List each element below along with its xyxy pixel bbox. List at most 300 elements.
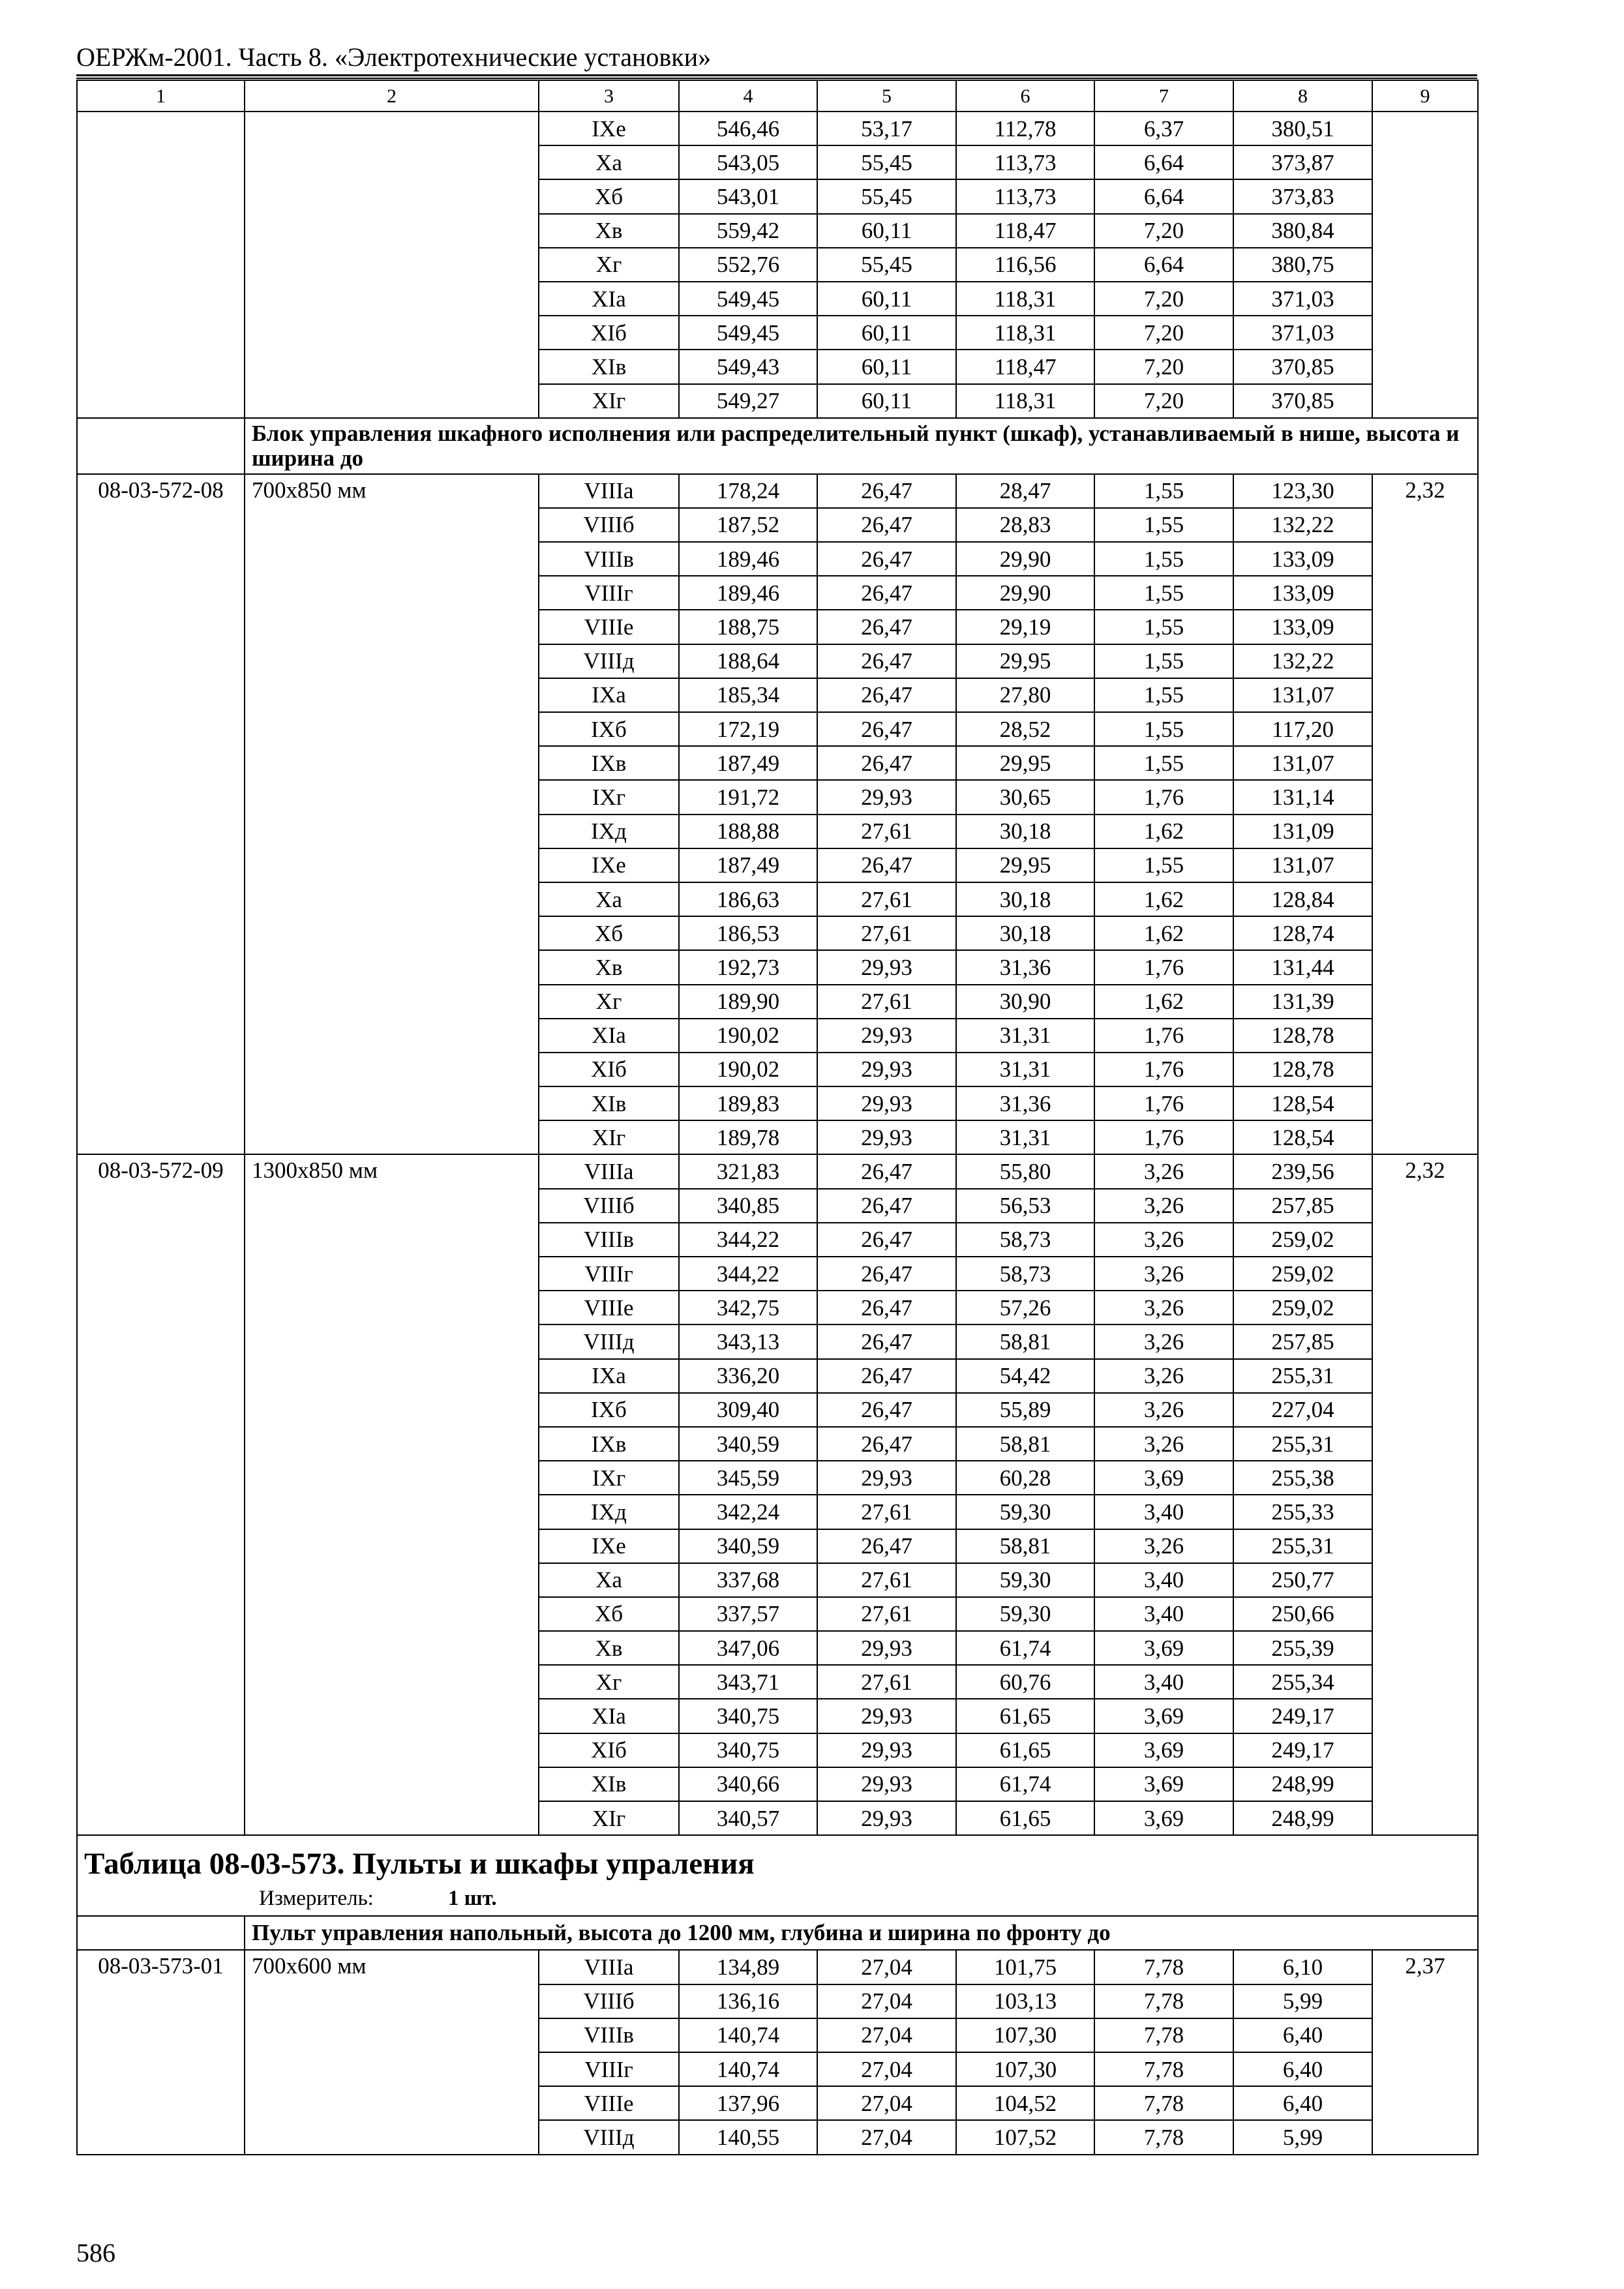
table-cell: 30,65 [956, 780, 1094, 814]
table-cell: 137,96 [679, 2086, 817, 2120]
table-cell: XIг [539, 384, 679, 418]
table-cell: 117,20 [1233, 712, 1372, 746]
table-cell: 3,26 [1094, 1223, 1233, 1257]
table-cell: 26,47 [817, 1393, 956, 1427]
table-cell: IXе [539, 848, 679, 882]
table-cell: 29,93 [817, 1733, 956, 1767]
table-cell: 7,78 [1094, 1950, 1233, 1984]
table-cell: 128,54 [1233, 1086, 1372, 1120]
table-cell: 59,30 [956, 1597, 1094, 1631]
table-cell: VIIIг [539, 1257, 679, 1291]
table-cell: 1,55 [1094, 610, 1233, 644]
table-cell: 255,31 [1233, 1359, 1372, 1393]
column-number: 8 [1233, 80, 1372, 112]
table-cell: 26,47 [817, 576, 956, 610]
table-cell: 131,07 [1233, 678, 1372, 712]
table-cell: 186,63 [679, 882, 817, 916]
coefficient [1372, 112, 1478, 418]
table-cell: 546,46 [679, 112, 817, 145]
table-cell: 3,69 [1094, 1801, 1233, 1835]
table-cell: 187,49 [679, 848, 817, 882]
table-cell: 1,62 [1094, 916, 1233, 950]
table-cell: 255,34 [1233, 1665, 1372, 1699]
table-cell: 543,05 [679, 145, 817, 179]
table-cell: 29,93 [817, 950, 956, 984]
table-row [77, 1950, 1478, 1984]
table-cell: 7,78 [1094, 2086, 1233, 2120]
table-cell: 27,04 [817, 2086, 956, 2120]
table-cell: 3,40 [1094, 1563, 1233, 1597]
table-cell: 336,20 [679, 1359, 817, 1393]
table-cell: 549,45 [679, 316, 817, 350]
table-cell: 27,04 [817, 1950, 956, 1984]
rate-code: 08-03-573-01 [77, 1950, 245, 2154]
table-cell: 55,45 [817, 145, 956, 179]
table-cell: 27,61 [817, 1597, 956, 1631]
table-cell: 27,04 [817, 1984, 956, 2018]
table-cell: 257,85 [1233, 1189, 1372, 1223]
table-cell: 27,61 [817, 882, 956, 916]
table-cell: 29,93 [817, 1086, 956, 1120]
rate-name [245, 112, 539, 418]
table-cell: Xг [539, 248, 679, 282]
table-cell: 26,47 [817, 474, 956, 508]
column-number: 9 [1372, 80, 1478, 112]
table-cell: 26,47 [817, 1324, 956, 1358]
table-cell: 345,59 [679, 1461, 817, 1495]
column-number-row [77, 80, 1478, 112]
table-cell: 26,47 [817, 746, 956, 780]
table-cell: 189,90 [679, 985, 817, 1019]
table-cell: 6,64 [1094, 248, 1233, 282]
table-cell: VIIIе [539, 1291, 679, 1324]
table-cell: 123,30 [1233, 474, 1372, 508]
table-cell: Xв [539, 214, 679, 248]
table-cell: 549,27 [679, 384, 817, 418]
measure-label: Измеритель: [259, 1887, 374, 1911]
table-cell: 347,06 [679, 1631, 817, 1665]
table-cell: 107,52 [956, 2120, 1094, 2154]
rate-name: 1300х850 мм [245, 1154, 539, 1835]
table-cell: 340,85 [679, 1189, 817, 1223]
table-cell: XIв [539, 1086, 679, 1120]
table-cell: 3,26 [1094, 1359, 1233, 1393]
table-cell: 107,30 [956, 2018, 1094, 2052]
table-cell: 103,13 [956, 1984, 1094, 2018]
table-cell: 340,75 [679, 1699, 817, 1733]
table-cell: 61,74 [956, 1631, 1094, 1665]
column-number: 7 [1094, 80, 1233, 112]
rate-code [77, 112, 245, 418]
table-cell: 255,31 [1233, 1427, 1372, 1461]
table-cell: 113,73 [956, 179, 1094, 213]
table-cell: 5,99 [1233, 1984, 1372, 2018]
table-cell: 61,74 [956, 1767, 1094, 1801]
table-cell: 26,47 [817, 508, 956, 542]
header-rule [76, 74, 1477, 76]
table-cell: 340,59 [679, 1529, 817, 1563]
table-cell: IXб [539, 712, 679, 746]
table-cell: Xг [539, 985, 679, 1019]
table-cell: 7,78 [1094, 2052, 1233, 2086]
table-cell: 31,31 [956, 1120, 1094, 1154]
table-cell: VIIIв [539, 2018, 679, 2052]
table-cell: 26,47 [817, 848, 956, 882]
table-cell: 55,45 [817, 248, 956, 282]
table-cell: 559,42 [679, 214, 817, 248]
table-cell: IXа [539, 678, 679, 712]
table-cell: 113,73 [956, 145, 1094, 179]
table-cell: VIIIв [539, 1223, 679, 1257]
table-cell: 380,84 [1233, 214, 1372, 248]
table-cell: 321,83 [679, 1154, 817, 1188]
table-cell: XIа [539, 1019, 679, 1053]
table-cell: 133,09 [1233, 610, 1372, 644]
table-cell: 128,54 [1233, 1120, 1372, 1154]
column-number: 4 [679, 80, 817, 112]
table-cell: 190,02 [679, 1053, 817, 1086]
table-cell: IXд [539, 1495, 679, 1529]
price-table-body [77, 80, 1478, 2155]
rate-name: 700х600 мм [245, 1950, 539, 2154]
table-cell: Xв [539, 950, 679, 984]
table-cell: IXб [539, 1393, 679, 1427]
table-row [77, 1154, 1478, 1188]
table-cell: 131,14 [1233, 780, 1372, 814]
table-cell: XIг [539, 1801, 679, 1835]
table-cell: 189,46 [679, 542, 817, 576]
table-cell: 342,24 [679, 1495, 817, 1529]
table-cell: 31,31 [956, 1019, 1094, 1053]
table-cell: 343,13 [679, 1324, 817, 1358]
table-cell: 60,11 [817, 214, 956, 248]
table-cell: 7,78 [1094, 2120, 1233, 2154]
table-cell: 1,55 [1094, 678, 1233, 712]
table-cell: 31,31 [956, 1053, 1094, 1086]
table-cell: 29,93 [817, 1053, 956, 1086]
table-cell: 30,18 [956, 882, 1094, 916]
table-cell: 30,90 [956, 985, 1094, 1019]
table-cell: VIIIа [539, 474, 679, 508]
rate-code: 08-03-572-08 [77, 474, 245, 1155]
table-title-row [77, 1835, 1478, 1882]
table-cell: 54,42 [956, 1359, 1094, 1393]
table-cell: 255,33 [1233, 1495, 1372, 1529]
table-cell: 30,18 [956, 815, 1094, 848]
table-cell: 27,80 [956, 678, 1094, 712]
table-cell: 344,22 [679, 1223, 817, 1257]
table-cell: XIв [539, 1767, 679, 1801]
table-cell: 1,55 [1094, 474, 1233, 508]
column-number: 2 [245, 80, 539, 112]
table-cell: 549,45 [679, 282, 817, 316]
table-cell: 178,24 [679, 474, 817, 508]
table-cell: XIг [539, 1120, 679, 1154]
column-number: 5 [817, 80, 956, 112]
table-cell: 133,09 [1233, 576, 1372, 610]
table-cell: 131,44 [1233, 950, 1372, 984]
table-cell: 27,61 [817, 815, 956, 848]
table-cell: 255,31 [1233, 1529, 1372, 1563]
coefficient: 2,32 [1372, 474, 1478, 1155]
table-cell: 3,26 [1094, 1291, 1233, 1324]
table-cell: 28,47 [956, 474, 1094, 508]
table-cell: 337,57 [679, 1597, 817, 1631]
table-cell: 380,75 [1233, 248, 1372, 282]
table-cell: 26,47 [817, 1529, 956, 1563]
table-cell: 26,47 [817, 1291, 956, 1324]
table-cell: 29,93 [817, 1801, 956, 1835]
table-cell: 1,55 [1094, 712, 1233, 746]
table-cell: 186,53 [679, 916, 817, 950]
table-cell: 227,04 [1233, 1393, 1372, 1427]
table-cell: 249,17 [1233, 1699, 1372, 1733]
table-cell: 1,62 [1094, 882, 1233, 916]
table-cell: 29,93 [817, 1120, 956, 1154]
table-cell: Xа [539, 882, 679, 916]
table-cell: 549,43 [679, 350, 817, 383]
table-cell: IXд [539, 815, 679, 848]
table-cell: 26,47 [817, 1223, 956, 1257]
table-cell: VIIIе [539, 2086, 679, 2120]
table-cell: VIIIв [539, 542, 679, 576]
table-cell: 55,80 [956, 1154, 1094, 1188]
table-cell: 172,19 [679, 712, 817, 746]
table-cell: 132,22 [1233, 644, 1372, 678]
table-cell: 373,83 [1233, 179, 1372, 213]
table-cell: 1,76 [1094, 1120, 1233, 1154]
measure-cell [77, 1882, 1478, 1916]
table-cell: 3,40 [1094, 1597, 1233, 1631]
table-cell: 27,61 [817, 916, 956, 950]
coefficient: 2,37 [1372, 1950, 1478, 2154]
section-row [77, 1916, 1478, 1950]
page-number: 586 [76, 2238, 115, 2267]
table-cell: 189,46 [679, 576, 817, 610]
table-cell: VIIIа [539, 1154, 679, 1188]
table-cell: 28,52 [956, 712, 1094, 746]
table-cell: 128,74 [1233, 916, 1372, 950]
table-cell: 6,64 [1094, 145, 1233, 179]
price-table [76, 80, 1479, 2155]
table-cell: 29,93 [817, 1019, 956, 1053]
table-cell: 1,55 [1094, 644, 1233, 678]
rate-code: 08-03-572-09 [77, 1154, 245, 1835]
table-cell: 61,65 [956, 1699, 1094, 1733]
table-cell: 140,74 [679, 2018, 817, 2052]
table-cell: 140,55 [679, 2120, 817, 2154]
table-cell: 192,73 [679, 950, 817, 984]
table-cell: 112,78 [956, 112, 1094, 145]
table-cell: 340,59 [679, 1427, 817, 1461]
header-rule-thin [76, 78, 1477, 79]
table-cell: 6,37 [1094, 112, 1233, 145]
table-cell: 29,93 [817, 1631, 956, 1665]
table-cell: 239,56 [1233, 1154, 1372, 1188]
table-cell: 26,47 [817, 678, 956, 712]
table-cell: 1,62 [1094, 815, 1233, 848]
table-cell: 60,11 [817, 384, 956, 418]
coefficient: 2,32 [1372, 1154, 1478, 1835]
table-cell: 1,76 [1094, 1019, 1233, 1053]
table-cell: IXг [539, 780, 679, 814]
table-cell: 1,76 [1094, 780, 1233, 814]
table-cell: 29,93 [817, 1767, 956, 1801]
table-cell: 26,47 [817, 1427, 956, 1461]
measure-row [77, 1882, 1478, 1916]
table-cell: 118,31 [956, 384, 1094, 418]
table-cell: 1,55 [1094, 746, 1233, 780]
table-cell: 3,69 [1094, 1733, 1233, 1767]
table-cell: 3,69 [1094, 1461, 1233, 1495]
table-cell: 3,26 [1094, 1427, 1233, 1461]
table-cell: 26,47 [817, 610, 956, 644]
table-cell: 188,64 [679, 644, 817, 678]
table-cell: 3,69 [1094, 1767, 1233, 1801]
table-cell: 133,09 [1233, 542, 1372, 576]
table-cell: 5,99 [1233, 2120, 1372, 2154]
table-cell: 101,75 [956, 1950, 1094, 1984]
table-cell: 60,76 [956, 1665, 1094, 1699]
table-cell: 60,11 [817, 316, 956, 350]
table-cell: 309,40 [679, 1393, 817, 1427]
table-cell: 250,66 [1233, 1597, 1372, 1631]
section-row [77, 418, 1478, 474]
table-cell: Xб [539, 1597, 679, 1631]
table-cell: 55,45 [817, 179, 956, 213]
table-row [77, 112, 1478, 145]
table-cell: 189,78 [679, 1120, 817, 1154]
table-cell: 53,17 [817, 112, 956, 145]
table-cell: 3,69 [1094, 1699, 1233, 1733]
table-cell: 370,85 [1233, 384, 1372, 418]
table-cell: 118,47 [956, 350, 1094, 383]
table-cell: 188,75 [679, 610, 817, 644]
table-cell: 140,74 [679, 2052, 817, 2086]
table-cell: 6,40 [1233, 2086, 1372, 2120]
table-cell: IXв [539, 746, 679, 780]
table-cell: Xв [539, 1631, 679, 1665]
table-cell: 58,73 [956, 1257, 1094, 1291]
table-row [77, 474, 1478, 508]
table-cell: IXа [539, 1359, 679, 1393]
table-cell: VIIIб [539, 508, 679, 542]
table-cell: 1,76 [1094, 1086, 1233, 1120]
table-cell: 1,76 [1094, 1053, 1233, 1086]
table-cell: 128,84 [1233, 882, 1372, 916]
table-cell: 380,51 [1233, 112, 1372, 145]
table-cell: 248,99 [1233, 1767, 1372, 1801]
table-cell: 58,81 [956, 1427, 1094, 1461]
section-spacer [77, 1916, 245, 1950]
table-cell: 27,61 [817, 985, 956, 1019]
table-cell: 132,22 [1233, 508, 1372, 542]
table-cell: VIIIг [539, 576, 679, 610]
table-cell: 7,78 [1094, 2018, 1233, 2052]
table-cell: 58,73 [956, 1223, 1094, 1257]
table-cell: 371,03 [1233, 282, 1372, 316]
table-cell: 340,66 [679, 1767, 817, 1801]
table-cell: VIIIа [539, 1950, 679, 1984]
table-cell: 29,95 [956, 848, 1094, 882]
table-cell: 27,61 [817, 1665, 956, 1699]
table-cell: VIIIд [539, 644, 679, 678]
table-cell: IXе [539, 1529, 679, 1563]
table-cell: 29,93 [817, 1461, 956, 1495]
table-cell: 104,52 [956, 2086, 1094, 2120]
table-cell: 259,02 [1233, 1257, 1372, 1291]
table-cell: 249,17 [1233, 1733, 1372, 1767]
table-cell: 259,02 [1233, 1291, 1372, 1324]
table-cell: 6,40 [1233, 2018, 1372, 2052]
table-cell: 7,78 [1094, 1984, 1233, 2018]
table-cell: 255,38 [1233, 1461, 1372, 1495]
table-cell: 27,04 [817, 2052, 956, 2086]
table-cell: 26,47 [817, 1359, 956, 1393]
table-cell: 250,77 [1233, 1563, 1372, 1597]
table-cell: 370,85 [1233, 350, 1372, 383]
table-cell: 373,87 [1233, 145, 1372, 179]
table-cell: 58,81 [956, 1529, 1094, 1563]
table-cell: 29,90 [956, 542, 1094, 576]
table-cell: 29,95 [956, 746, 1094, 780]
table-cell: 30,18 [956, 916, 1094, 950]
table-cell: 340,75 [679, 1733, 817, 1767]
table-cell: 118,31 [956, 282, 1094, 316]
table-cell: 3,40 [1094, 1495, 1233, 1529]
table-cell: 259,02 [1233, 1223, 1372, 1257]
table-cell: VIIIе [539, 610, 679, 644]
table-cell: 3,40 [1094, 1665, 1233, 1699]
table-cell: IXг [539, 1461, 679, 1495]
table-cell: VIIIб [539, 1189, 679, 1223]
table-cell: 340,57 [679, 1801, 817, 1835]
table-cell: 26,47 [817, 712, 956, 746]
table-cell: 3,26 [1094, 1324, 1233, 1358]
table-cell: 185,34 [679, 678, 817, 712]
table-cell: 343,71 [679, 1665, 817, 1699]
table-cell: 128,78 [1233, 1019, 1372, 1053]
table-cell: 27,61 [817, 1563, 956, 1597]
table-cell: 344,22 [679, 1257, 817, 1291]
table-cell: 1,55 [1094, 576, 1233, 610]
table-cell: XIв [539, 350, 679, 383]
table-cell: 29,93 [817, 1699, 956, 1733]
table-cell: XIб [539, 1053, 679, 1086]
table-cell: 59,30 [956, 1495, 1094, 1529]
table-cell: 59,30 [956, 1563, 1094, 1597]
table-cell: 131,39 [1233, 985, 1372, 1019]
table-cell: 29,19 [956, 610, 1094, 644]
table-cell: 26,47 [817, 1257, 956, 1291]
table-cell: 191,72 [679, 780, 817, 814]
table-cell: 60,28 [956, 1461, 1094, 1495]
table-cell: 6,40 [1233, 2052, 1372, 2086]
table-cell: 3,26 [1094, 1393, 1233, 1427]
section-heading: Блок управления шкафного исполнения или распределительный пункт (шкаф), устанавливаемый в нише, высота и ширина до [245, 418, 1478, 474]
page-header: ОЕРЖм-2001. Часть 8. «Электротехнические установки» [76, 42, 712, 72]
table-cell: 26,47 [817, 542, 956, 576]
table-cell: 255,39 [1233, 1631, 1372, 1665]
table-cell: XIа [539, 1699, 679, 1733]
table-cell: 552,76 [679, 248, 817, 282]
table-cell: 26,47 [817, 644, 956, 678]
table-cell: VIIIд [539, 1324, 679, 1358]
table-cell: 7,20 [1094, 214, 1233, 248]
table-cell: 6,64 [1094, 179, 1233, 213]
table-cell: 131,07 [1233, 746, 1372, 780]
table-cell: 3,26 [1094, 1189, 1233, 1223]
